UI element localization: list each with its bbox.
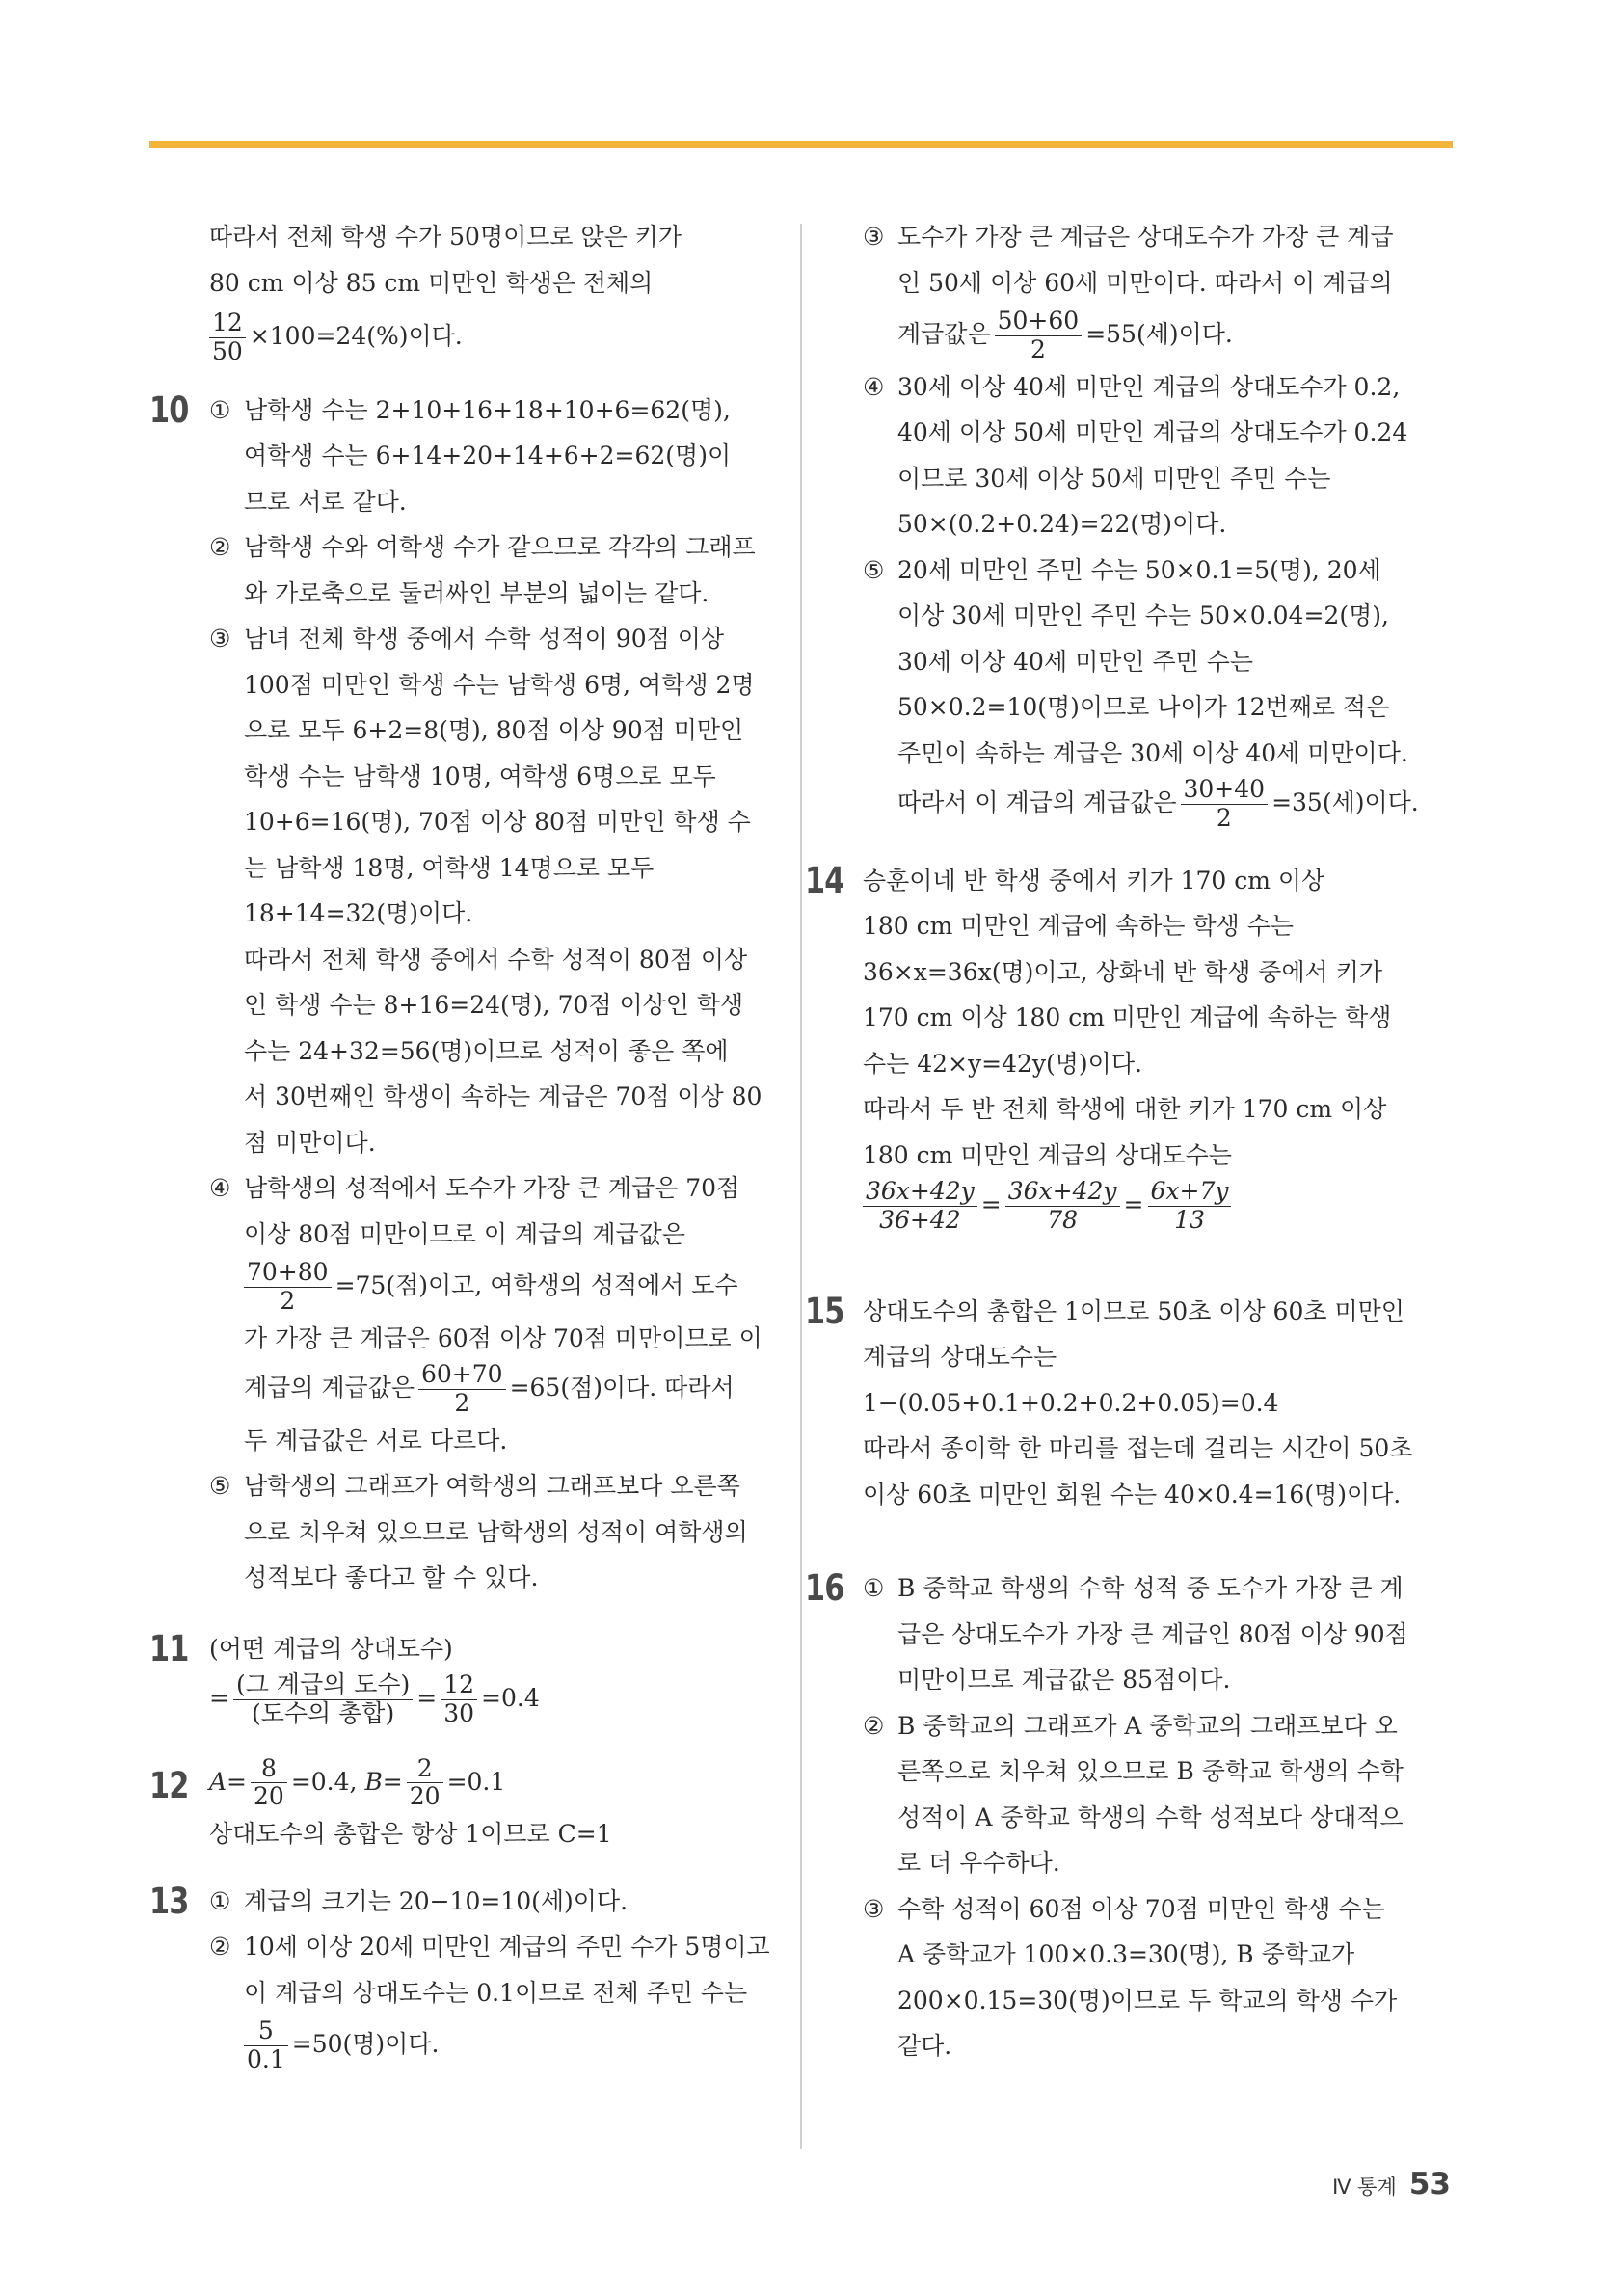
fraction: $\frac{60+70}{2}$ <box>418 1361 506 1418</box>
fraction: $\frac{36x+42y}{36+42}$ <box>863 1178 977 1235</box>
problem-16 <box>805 1565 1460 2069</box>
answer-item: ① 계급의 크기는 20−10=10(세)이다. <box>209 1886 629 1915</box>
fraction: $\frac{\text{(그 계급의 도수)}}{\text{(도수의 총합)}}$ <box>233 1671 413 1728</box>
answer-item: ③ 도수가 가장 큰 계급은 상대도수가 가장 큰 계급 인 50세 이상 60세 미만이다. 따라서 이 계급의 계급값은 $\frac{50+60}{2}$ =55(세)이다. <box>863 223 1394 363</box>
answer-equation: $\frac{36x+42y}{36+42}$ = $\frac{36x+42y}{78}$ = $\frac{6x+7y}{13}$ <box>863 1178 1460 1235</box>
answer-item: ② 10세 이상 20세 미만인 계급의 주민 수가 5명이고 이 계급의 상대도수는 0.1이므로 전체 주민 수는 $\frac{5}{0.1}$ =50(명)이다. <box>209 1933 770 2073</box>
problem-15: 15 상대도수의 총합은 1이므로 50초 이상 60초 미만인 계급의 상대도수는 1−(0.05+0.1+0.2+0.2+0.05)=0.4 따라서 종이학 한 마리를 접는데 걸리는 시간이 50초 이상 60초 미만인 회원 수는 40×0.4=16(명)이다. <box>805 1290 1413 1508</box>
page-number: 53 <box>1408 2167 1451 2202</box>
answer-item: ① 남학생 수는 2+10+16+18+10+6=62(명), 여학생 수는 6+14+20+14+6+2=62(명)이 므로 서로 같다. <box>209 395 732 516</box>
answer-item: ② 남학생 수와 여학생 수가 같으므로 각각의 그래프 와 가로축으로 둘러싸인 부분의 넓이는 같다. <box>209 533 756 607</box>
problem-number: 16 <box>805 1567 844 1609</box>
left-column <box>149 214 776 2074</box>
intro-line: 따라서 전체 학생 수가 50명이므로 앉은 키가 <box>209 223 682 251</box>
fraction: $\frac{12}{50}$ <box>209 309 246 366</box>
answer-equation: A= $\frac{8}{20}$ =0.4, B= $\frac{2}{20}$ =0.1 <box>209 1753 506 1811</box>
fraction: $\frac{8}{20}$ <box>251 1755 287 1812</box>
answer-item: ③ 수학 성적이 60점 이상 70점 미만인 학생 수는 A 중학교가 100×0.3=30(명), B 중학교가 200×0.15=30(명)이므로 두 학교의 학생 수가 같다. <box>863 1894 1398 2060</box>
problem-11 <box>149 1626 776 1728</box>
right-column <box>805 214 1460 2069</box>
problem-12 <box>149 1755 776 1857</box>
answer-item: ⑤ 남학생의 그래프가 여학생의 그래프보다 오른쪽 으로 치우쳐 있으므로 남학생의 성적이 여학생의 성적보다 좋다고 할 수 있다. <box>209 1472 748 1591</box>
problem-number: 11 <box>149 1627 189 1669</box>
answer-item: ① B 중학교 학생의 수학 성적 중 도수가 가장 큰 계 급은 상대도수가 가장 큰 계급인 80점 이상 90점 미만이므로 계급값은 85점이다. <box>863 1574 1408 1694</box>
answer-line: 상대도수의 총합은 항상 1이므로 C=1 <box>209 1820 612 1848</box>
problem-number: 15 <box>805 1290 844 1332</box>
answer-item: ④ 30세 이상 40세 미만인 계급의 상대도수가 0.2, 40세 이상 50세 미만인 계급의 상대도수가 0.24 이므로 30세 이상 50세 미만인 주민 수는 50×(0.2+0.24)=22(명)이다. <box>863 372 1408 538</box>
header-accent-bar <box>149 141 1453 148</box>
fraction: $\frac{36x+42y}{78}$ <box>1005 1178 1120 1235</box>
problem-number: 12 <box>149 1764 189 1806</box>
answer-equation: = $\frac{\text{(그 계급의 도수)}}{\text{(도수의 총합)}}$ = $\frac{12}{30}$ =0.4 <box>209 1670 540 1727</box>
column-divider <box>800 224 802 2149</box>
fraction: $\frac{30+40}{2}$ <box>1181 776 1269 833</box>
intro-line: 80 cm 이상 85 cm 미만인 학생은 전체의 <box>209 268 654 297</box>
fraction: $\frac{70+80}{2}$ <box>244 1259 332 1316</box>
page-footer <box>1332 2167 1451 2202</box>
problem-number: 14 <box>805 859 844 901</box>
intro-block <box>149 214 776 366</box>
answer-item: ⑤ 20세 미만인 주민 수는 50×0.1=5(명), 20세 이상 30세 미만인 주민 수는 50×0.04=2(명), 30세 이상 40세 미만인 주민 수는 50×0.2=10(명)이므로 나이가 12번째로 적은 주민이 속하는 계급은 30세 이상 40세 미만이다. 따라서 이 계급의 계급값은 $\frac{30+40}{2}$ =35(세)이다. <box>863 555 1419 832</box>
problem-10 <box>149 387 776 1601</box>
fraction: $\frac{6x+7y}{13}$ <box>1148 1178 1232 1235</box>
section-label: Ⅳ 통계 <box>1332 2176 1397 2199</box>
answer-item: ④ 남학생의 성적에서 도수가 가장 큰 계급은 70점 이상 80점 미만이므로 이 계급의 계급값은 $\frac{70+80}{2}$ =75(점)이고, 여학생의 성적에서 도수 가 가장 큰 계급은 60점 이상 70점 미만이므로 이 계급의 계급값은 $\frac{60+70}{2}$ =65(점)이다. 따라서 두 계급값은 서로 다르다. <box>209 1174 762 1455</box>
answer-line: (어떤 계급의 상대도수) <box>209 1634 453 1663</box>
problem-13 <box>149 1879 776 2074</box>
problem-14: 14 승훈이네 반 학생 중에서 키가 170 cm 이상 180 cm 미만인 계급에 속하는 학생 수는 36×x=36x(명)이고, 상화네 반 학생 중에서 키가 170 cm 이상 180 cm 미만인 계급에 속하는 학생 수는 42×y=42y(명)이다. 따라서 두 반 전체 학생에 대한 키가 170 cm 이상 180 cm 미만인 계급의 상대도수는 $\frac{36x+42y}{36+42}$ = $\frac{36x+42y}{78}$ = $\frac{6x+7y}{13}$ <box>863 858 1460 1235</box>
problem-number: 10 <box>149 388 189 431</box>
intro-fraction-line: $\frac{12}{50}$ ×100=24(%)이다. <box>209 309 776 366</box>
fraction: $\frac{12}{30}$ <box>441 1671 477 1728</box>
answer-item: ② B 중학교의 그래프가 A 중학교의 그래프보다 오 른쪽으로 치우쳐 있으므로 B 중학교 학생의 수학 성적이 A 중학교 학생의 수학 성적보다 상대적으 로 더 우수하다. <box>863 1711 1404 1877</box>
fraction: $\frac{5}{0.1}$ <box>244 2017 288 2074</box>
problem-number: 13 <box>149 1880 189 1922</box>
fraction: $\frac{2}{20}$ <box>407 1755 443 1812</box>
problem-13-continued <box>863 214 1460 833</box>
answer-item: ③ 남녀 전체 학생 중에서 수학 성적이 90점 이상 100점 미만인 학생 수는 남학생 6명, 여학생 2명 으로 모두 6+2=8(명), 80점 이상 90점 미만인 학생 수는 남학생 10명, 여학생 6명으로 모두 10+6=16(명), 70점 이상 80점 미만인 학생 수 는 남학생 18명, 여학생 14명으로 모두 18+14=32(명)이다. 따라서 전체 학생 중에서 수학 성적이 80점 이상 인 학생 수는 8+16=24(명), 70점 이상인 학생 수는 24+32=56(명)이므로 성적이 좋은 쪽에 서 30번째인 학생이 속하는 계급은 70점 이상 80 점 미만이다. <box>209 625 762 1157</box>
fraction: $\frac{50+60}{2}$ <box>995 307 1083 364</box>
